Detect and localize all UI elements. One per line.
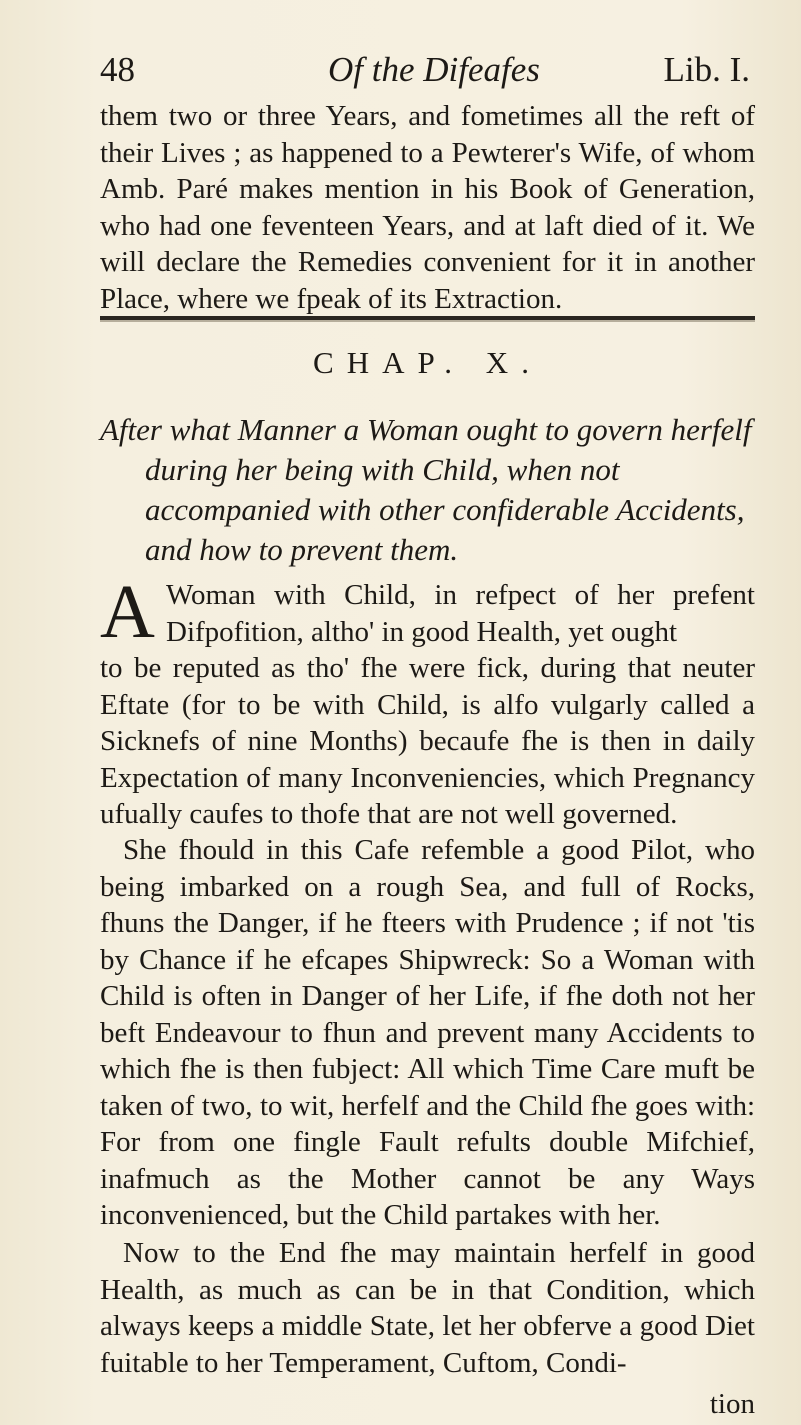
chapter-rule [100, 316, 755, 320]
chapter-heading: CHAP. X. [313, 345, 542, 380]
intro-paragraph: them two or three Years, and fometimes all the reft of their Lives ; as happened to a Pewterer's Wife, of whom Amb. Paré makes mention in his Book of Generation, who had one feventeen Years, and at laft died of it. We will declare the Remedies convenient for it in another Place, where we fpeak of its Extraction. [100, 100, 755, 315]
running-header [100, 50, 750, 98]
first-paragraph-rest: to be reputed as tho' fhe were fick, during that neuter Eftate (for to be with Child, is alfo vulgarly called a Sicknefs of nine Months) becaufe fhe is then in daily Expectation of many Inconveniencies, which Pregnancy ufually caufes to thofe that are not well governed. [100, 652, 755, 830]
first-paragraph-opening: Woman with Child, in refpect of her prefent Difpofition, altho' in good Health, yet ought [166, 579, 755, 648]
chapter-subtitle-text: After what Manner a Woman ought to govern herfelf during her being with Child, when not accompanied with other confiderable Accidents, and how to prevent them. [100, 412, 752, 567]
second-paragraph: She fhould in this Cafe refemble a good Pilot, who being imbarked on a rough Sea, and full of Rocks, fhuns the Danger, if he fteers with Prudence ; if not 'tis by Chance if he efcapes Shipwreck: So a Woman with Child is often in Danger of her Life, if fhe doth not her beft Endeavour to fhun and prevent many Accidents to which fhe is then fubject: All which Time Care muft be taken of two, to wit, herfelf and the Child fhe goes with: For from one fingle Fault refults double Mifchief, inafmuch as the Mother cannot be any Ways inconvenienced, but the Child partakes with her. [100, 834, 755, 1231]
first-paragraph [100, 577, 755, 833]
catchword: tion [709, 1388, 755, 1420]
page-number: 48 [100, 50, 135, 89]
drop-cap: A [100, 570, 155, 654]
chapter-subtitle [100, 410, 755, 570]
running-title: Of the Difeafes [328, 50, 540, 89]
book-number: Lib. I. [663, 50, 750, 89]
third-paragraph: Now to the End fhe may maintain herfelf in good Health, as much as can be in that Condition, which always keeps a middle State, let her obferve a good Diet fuitable to her Temperament, Cuftom, Condi- [100, 1237, 755, 1379]
